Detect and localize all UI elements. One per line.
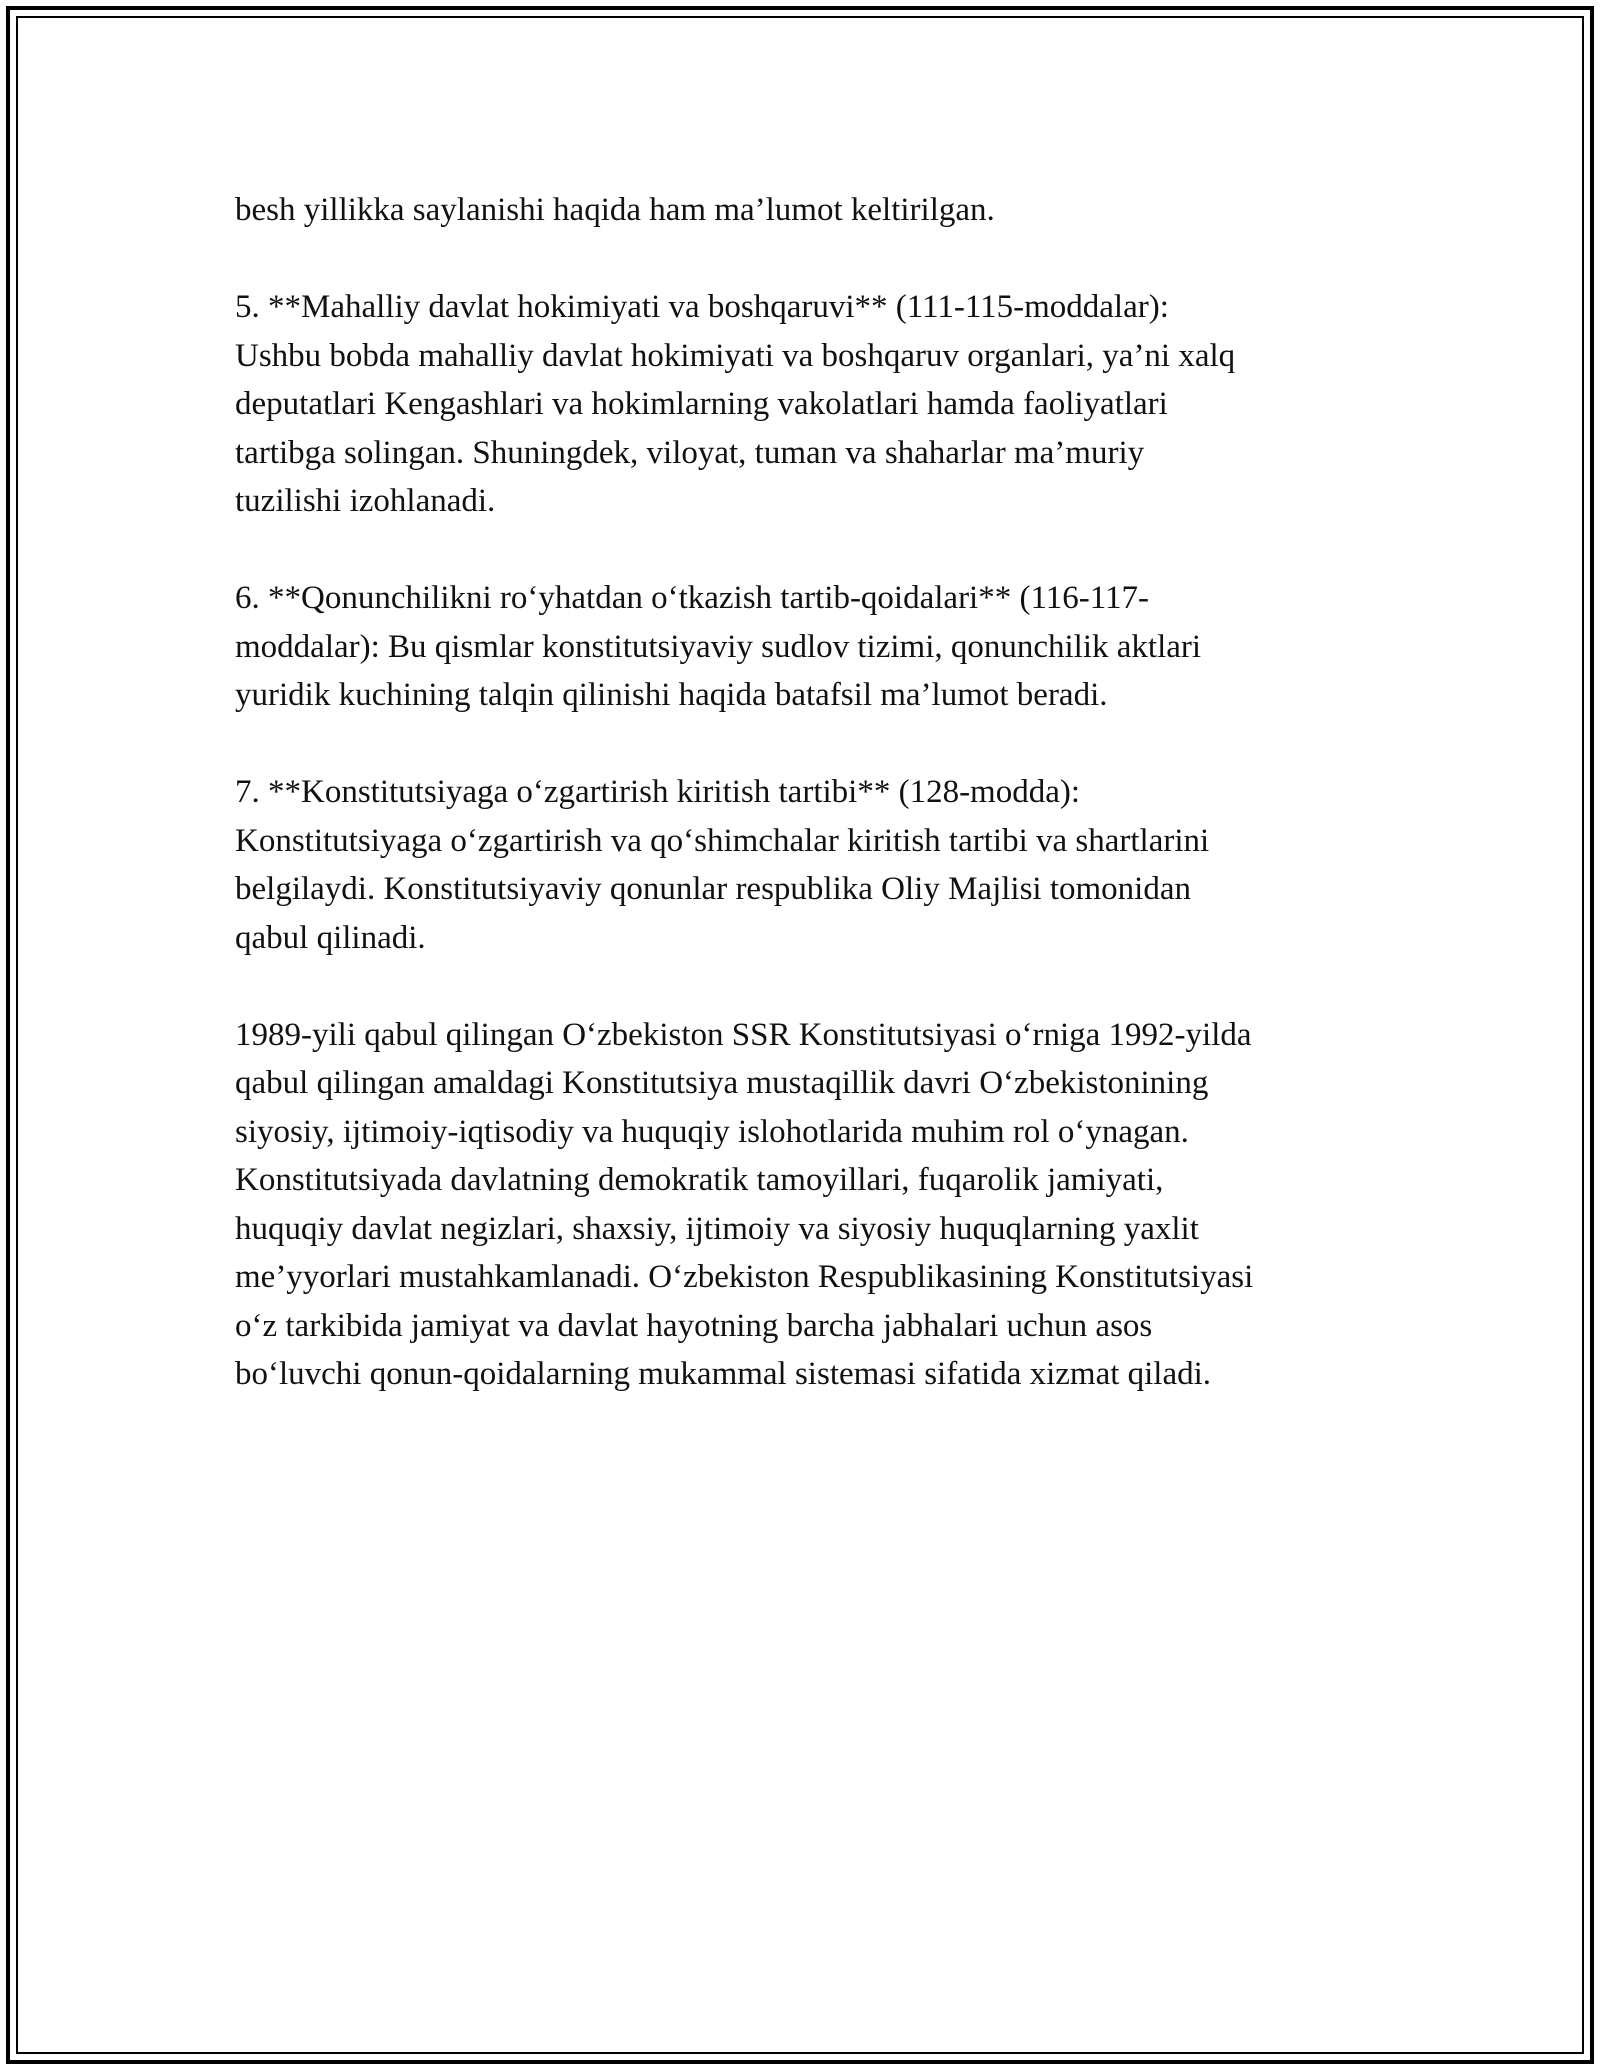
- text-line: 5. **Mahalliy davlat hokimiyati va boshqaruvi** (111-115-moddalar):: [235, 289, 1169, 325]
- text-line: o‘z tarkibida jamiyat va davlat hayotning barcha jabhalari uchun asos: [235, 1307, 1153, 1344]
- text-line: moddalar): Bu qismlar konstitutsiyaviy sudlov tizimi, qonunchilik aktlari: [235, 628, 1202, 665]
- text-line: Ushbu bobda mahalliy davlat hokimiyati va boshqaruv organlari, ya’ni xalq: [235, 337, 1236, 374]
- text-line: 6. **Qonunchilikni ro‘yhatdan o‘tkazish tartib-qoidalari** (116-117-: [235, 580, 1149, 616]
- text-line: 1989-yili qabul qilingan O‘zbekiston SSR Konstitutsiyasi o‘rniga 1992-yilda: [235, 1016, 1252, 1053]
- paragraph-item-7-constitution-amendment: [235, 768, 1385, 962]
- text-line: tartibga solingan. Shuningdek, viloyat, tuman va shaharlar ma’muriy: [235, 434, 1145, 471]
- text-line: huquqiy davlat negizlari, shaxsiy, ijtimoiy va siyosiy huquqlarning yaxlit: [235, 1210, 1199, 1247]
- text-line: me’yyorlari mustahkamlanadi. O‘zbekiston Respublikasining Konstitutsiyasi: [235, 1259, 1254, 1295]
- text-line: qabul qilinadi.: [235, 919, 426, 956]
- text-line: deputatlari Kengashlari va hokimlarning vakolatlari hamda faoliyatlari: [235, 386, 1168, 422]
- text-line: tuzilishi izohlanadi.: [235, 483, 496, 519]
- paragraph-item-6-legislation-registration: [235, 574, 1385, 720]
- text-line: Konstitutsiyada davlatning demokratik tamoyillari, fuqarolik jamiyati,: [235, 1162, 1164, 1198]
- text-line: besh yillikka saylanishi haqida ham ma’lumot keltirilgan.: [235, 192, 995, 228]
- text-line: yuridik kuchining talqin qilinishi haqida batafsil ma’lumot beradi.: [235, 677, 1108, 713]
- text-line: qabul qilingan amaldagi Konstitutsiya mustaqillik davri O‘zbekistonining: [235, 1065, 1209, 1101]
- text-line: bo‘luvchi qonun-qoidalarning mukammal sistemasi sifatida xizmat qiladi.: [235, 1356, 1212, 1392]
- text-line: siyosiy, ijtimoiy-iqtisodiy va huquqiy islohotlarida muhim rol o‘ynagan.: [235, 1113, 1189, 1150]
- text-line: belgilaydi. Konstitutsiyaviy qonunlar respublika Oliy Majlisi tomonidan: [235, 871, 1191, 907]
- document-body: [235, 186, 1385, 1447]
- text-line: 7. **Konstitutsiyaga o‘zgartirish kiritish tartibi** (128-modda):: [235, 774, 1081, 810]
- text-line: Konstitutsiyaga o‘zgartirish va qo‘shimchalar kiritish tartibi va shartlarini: [235, 822, 1210, 859]
- paragraph-conclusion: [235, 1011, 1385, 1399]
- paragraph-continuation: [235, 186, 1385, 235]
- paragraph-item-5-local-government: [235, 283, 1385, 526]
